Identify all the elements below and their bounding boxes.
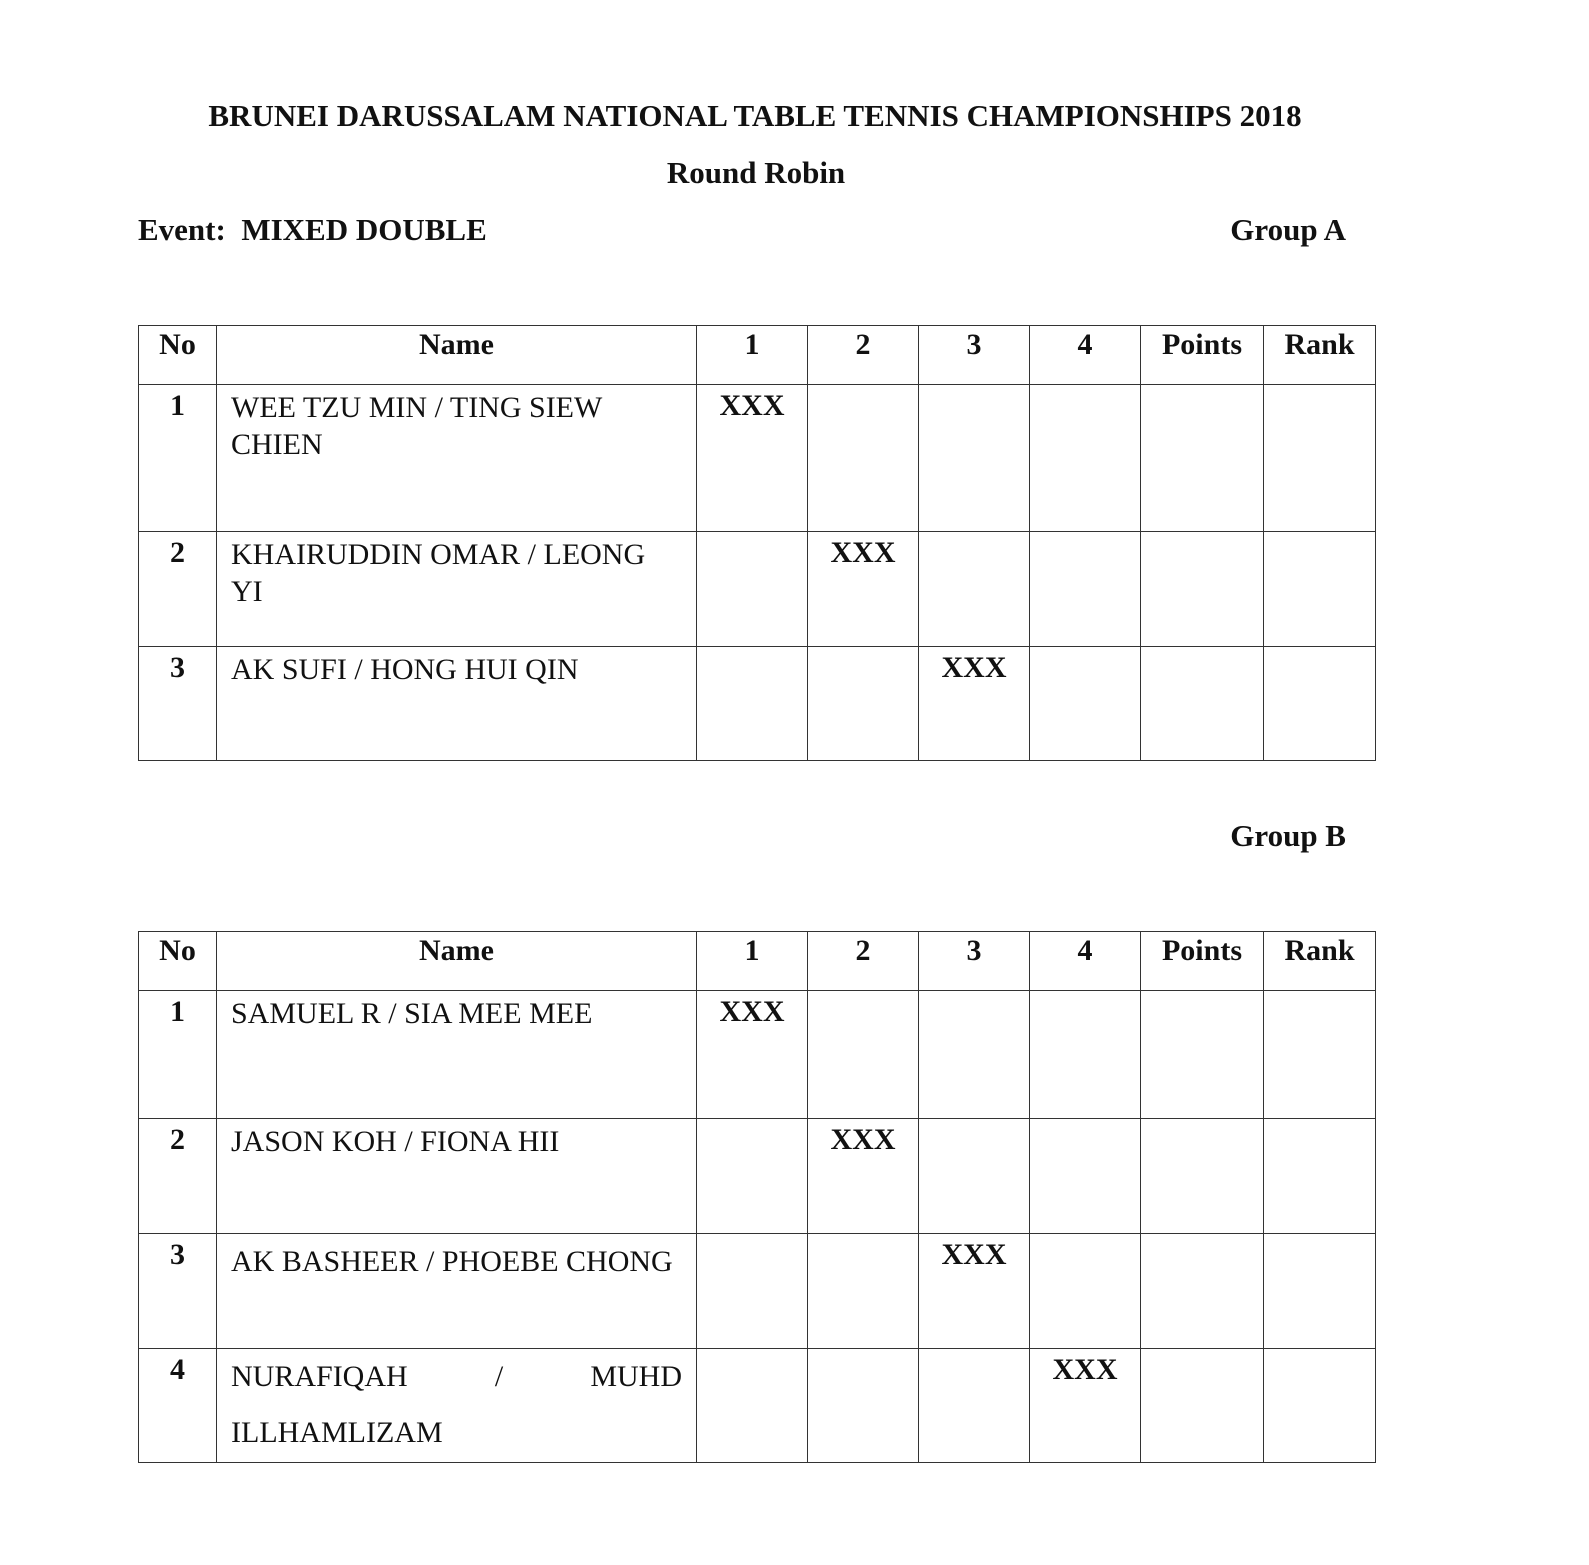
points-cell xyxy=(1141,385,1264,532)
match-cell xyxy=(697,1119,808,1234)
match-cell: XXX xyxy=(697,991,808,1119)
rank-cell xyxy=(1264,532,1376,647)
row-number: 1 xyxy=(139,385,217,532)
points-cell xyxy=(1141,1349,1264,1463)
match-cell xyxy=(697,647,808,761)
column-header: 2 xyxy=(808,326,919,385)
player-names: JASON KOH / FIONA HII xyxy=(217,1119,697,1234)
column-header: 4 xyxy=(1030,326,1141,385)
match-cell: XXX xyxy=(697,385,808,532)
rank-cell xyxy=(1264,647,1376,761)
rank-cell xyxy=(1264,991,1376,1119)
document-title: BRUNEI DARUSSALAM NATIONAL TABLE TENNIS CHAMPIONSHIPS 2018 xyxy=(208,98,1302,133)
player-names: AK BASHEER / PHOEBE CHONG xyxy=(217,1234,697,1349)
rank-cell xyxy=(1264,1234,1376,1349)
player-names: WEE TZU MIN / TING SIEW CHIEN xyxy=(217,385,697,532)
points-cell xyxy=(1141,1119,1264,1234)
match-cell xyxy=(697,1234,808,1349)
row-number: 3 xyxy=(139,647,217,761)
group-a-table xyxy=(138,325,1376,761)
column-header: Name xyxy=(217,932,697,991)
header-row xyxy=(139,326,1376,385)
match-cell xyxy=(808,1349,919,1463)
match-cell xyxy=(808,1234,919,1349)
column-header: Points xyxy=(1141,326,1264,385)
table-row xyxy=(139,647,1376,761)
column-header: 3 xyxy=(919,932,1030,991)
column-header: 3 xyxy=(919,326,1030,385)
column-header: Rank xyxy=(1264,932,1376,991)
column-header: 1 xyxy=(697,326,808,385)
player-names: KHAIRUDDIN OMAR / LEONG YI xyxy=(217,532,697,647)
match-cell: XXX xyxy=(919,647,1030,761)
column-header: 4 xyxy=(1030,932,1141,991)
table-row xyxy=(139,1119,1376,1234)
document-subtitle: Round Robin xyxy=(666,155,846,190)
match-cell xyxy=(919,385,1030,532)
group-b-label: Group B xyxy=(1230,818,1346,853)
player-names: SAMUEL R / SIA MEE MEE xyxy=(217,991,697,1119)
group-a-label: Group A xyxy=(1230,212,1346,247)
match-cell xyxy=(919,1349,1030,1463)
column-header: No xyxy=(139,932,217,991)
table-row xyxy=(139,532,1376,647)
points-cell xyxy=(1141,532,1264,647)
match-cell: XXX xyxy=(808,532,919,647)
header-row xyxy=(139,932,1376,991)
match-cell xyxy=(1030,991,1141,1119)
column-header: 2 xyxy=(808,932,919,991)
rank-cell xyxy=(1264,1119,1376,1234)
row-number: 2 xyxy=(139,1119,217,1234)
match-cell: XXX xyxy=(919,1234,1030,1349)
row-number: 3 xyxy=(139,1234,217,1349)
table-row xyxy=(139,385,1376,532)
player-names: AK SUFI / HONG HUI QIN xyxy=(217,647,697,761)
column-header: 1 xyxy=(697,932,808,991)
row-number: 2 xyxy=(139,532,217,647)
column-header: Name xyxy=(217,326,697,385)
match-cell xyxy=(1030,385,1141,532)
match-cell xyxy=(808,991,919,1119)
match-cell xyxy=(1030,1119,1141,1234)
match-cell xyxy=(919,532,1030,647)
match-cell xyxy=(808,385,919,532)
rank-cell xyxy=(1264,385,1376,532)
row-number: 1 xyxy=(139,991,217,1119)
match-cell xyxy=(1030,532,1141,647)
match-cell xyxy=(1030,1234,1141,1349)
player-names: NURAFIQAH / MUHD ILLHAMLIZAM xyxy=(217,1349,697,1463)
match-cell xyxy=(919,991,1030,1119)
points-cell xyxy=(1141,647,1264,761)
match-cell xyxy=(697,1349,808,1463)
match-cell xyxy=(697,532,808,647)
match-cell xyxy=(808,647,919,761)
event-label: Event: MIXED DOUBLE xyxy=(138,212,487,247)
column-header: No xyxy=(139,326,217,385)
column-header: Points xyxy=(1141,932,1264,991)
match-cell xyxy=(1030,647,1141,761)
table-row xyxy=(139,1349,1376,1463)
rank-cell xyxy=(1264,1349,1376,1463)
table-row xyxy=(139,1234,1376,1349)
points-cell xyxy=(1141,991,1264,1119)
group-b-table xyxy=(138,931,1376,1463)
row-number: 4 xyxy=(139,1349,217,1463)
column-header: Rank xyxy=(1264,326,1376,385)
match-cell xyxy=(919,1119,1030,1234)
match-cell: XXX xyxy=(1030,1349,1141,1463)
points-cell xyxy=(1141,1234,1264,1349)
match-cell: XXX xyxy=(808,1119,919,1234)
table-row xyxy=(139,991,1376,1119)
